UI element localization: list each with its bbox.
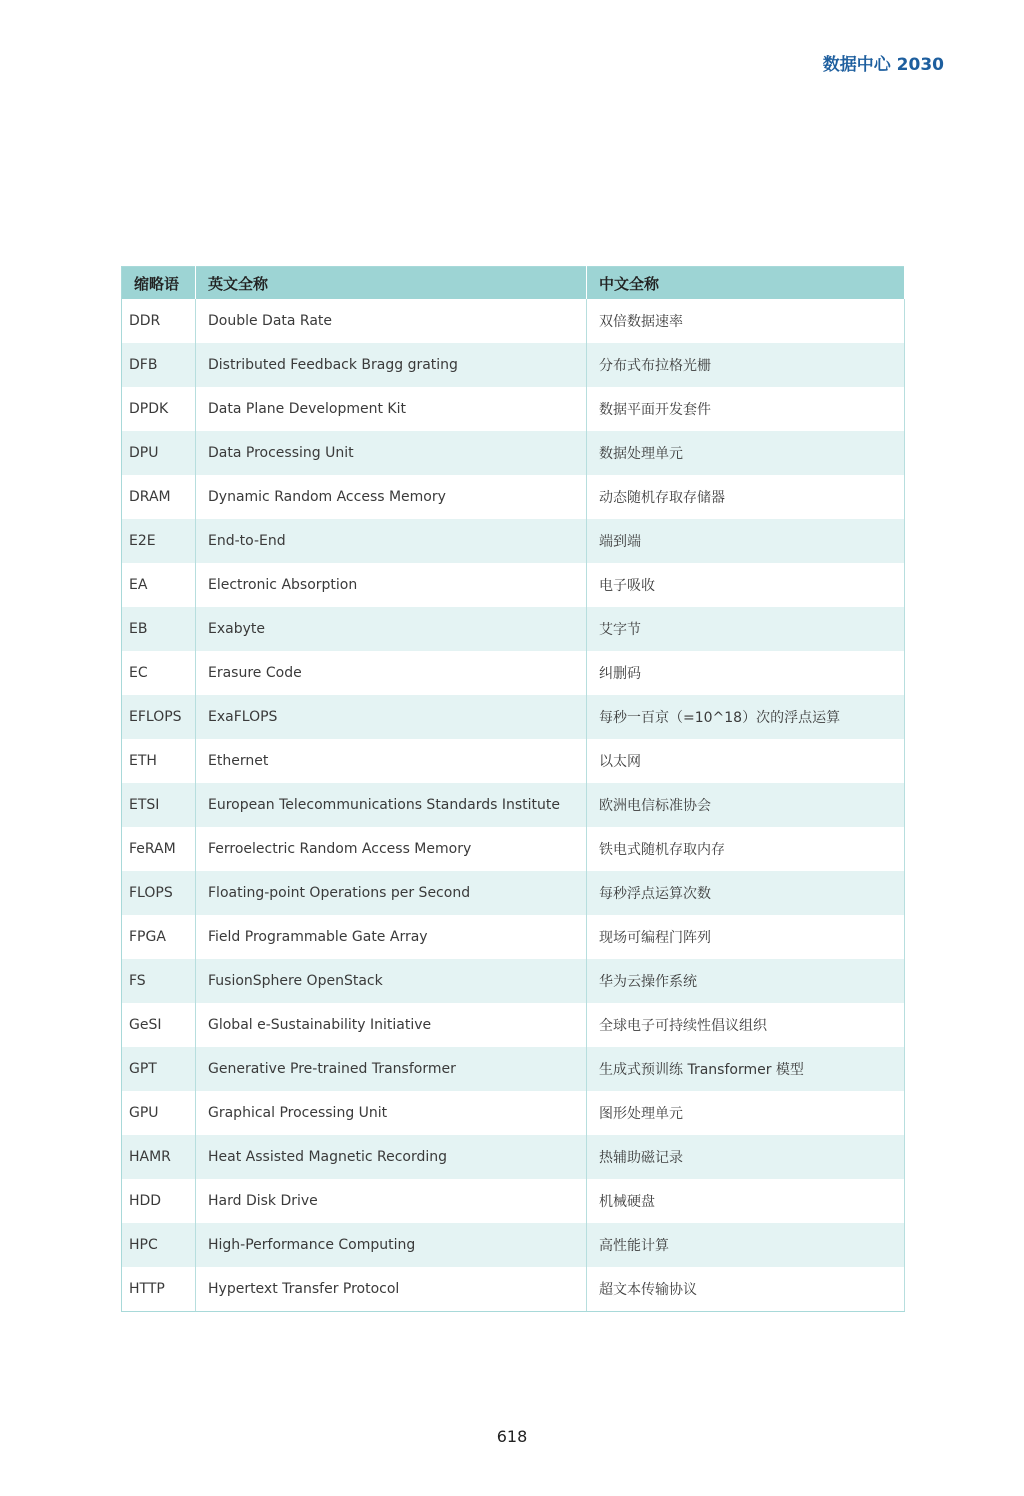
english-name-cell: Graphical Processing Unit bbox=[196, 1091, 587, 1135]
chinese-name-cell: 热辅助磁记录 bbox=[587, 1135, 905, 1179]
abbreviation-cell: HPC bbox=[122, 1223, 196, 1267]
column-header-abbreviation: 缩略语 bbox=[122, 267, 196, 300]
english-name-cell: Hard Disk Drive bbox=[196, 1179, 587, 1223]
chinese-name-cell: 机械硬盘 bbox=[587, 1179, 905, 1223]
abbreviation-cell: HTTP bbox=[122, 1267, 196, 1312]
chinese-name-cell: 全球电子可持续性倡议组织 bbox=[587, 1003, 905, 1047]
table-row bbox=[122, 739, 905, 783]
column-header-english-name: 英文全称 bbox=[196, 267, 587, 300]
chinese-name-cell: 数据处理单元 bbox=[587, 431, 905, 475]
table-row bbox=[122, 1003, 905, 1047]
english-name-cell: FusionSphere OpenStack bbox=[196, 959, 587, 1003]
table-row bbox=[122, 1179, 905, 1223]
english-name-cell: Hypertext Transfer Protocol bbox=[196, 1267, 587, 1312]
page-number: 618 bbox=[496, 1427, 528, 1446]
abbreviation-cell: EB bbox=[122, 607, 196, 651]
table-row bbox=[122, 651, 905, 695]
table-body bbox=[122, 299, 905, 1312]
chinese-name-cell: 双倍数据速率 bbox=[587, 299, 905, 343]
chinese-name-cell: 超文本传输协议 bbox=[587, 1267, 905, 1312]
abbreviation-cell: ETH bbox=[122, 739, 196, 783]
table-row bbox=[122, 1223, 905, 1267]
english-name-cell: High-Performance Computing bbox=[196, 1223, 587, 1267]
english-name-cell: Exabyte bbox=[196, 607, 587, 651]
english-name-cell: Erasure Code bbox=[196, 651, 587, 695]
english-name-cell: Global e-Sustainability Initiative bbox=[196, 1003, 587, 1047]
abbreviation-cell: HAMR bbox=[122, 1135, 196, 1179]
table-row bbox=[122, 1047, 905, 1091]
abbreviation-cell: DDR bbox=[122, 299, 196, 343]
table-row bbox=[122, 563, 905, 607]
english-name-cell: Data Processing Unit bbox=[196, 431, 587, 475]
abbreviation-cell: FeRAM bbox=[122, 827, 196, 871]
abbreviation-cell: GPT bbox=[122, 1047, 196, 1091]
abbreviation-cell: GPU bbox=[122, 1091, 196, 1135]
abbreviation-cell: DFB bbox=[122, 343, 196, 387]
english-name-cell: Generative Pre-trained Transformer bbox=[196, 1047, 587, 1091]
english-name-cell: Electronic Absorption bbox=[196, 563, 587, 607]
table-row bbox=[122, 871, 905, 915]
english-name-cell: Ethernet bbox=[196, 739, 587, 783]
chinese-name-cell: 艾字节 bbox=[587, 607, 905, 651]
english-name-cell: Double Data Rate bbox=[196, 299, 587, 343]
abbreviation-cell: FS bbox=[122, 959, 196, 1003]
table-row bbox=[122, 1135, 905, 1179]
abbreviation-cell: EA bbox=[122, 563, 196, 607]
chinese-name-cell: 纠删码 bbox=[587, 651, 905, 695]
chinese-name-cell: 端到端 bbox=[587, 519, 905, 563]
abbreviation-cell: EFLOPS bbox=[122, 695, 196, 739]
chinese-name-cell: 铁电式随机存取内存 bbox=[587, 827, 905, 871]
table-row bbox=[122, 1267, 905, 1312]
english-name-cell: ExaFLOPS bbox=[196, 695, 587, 739]
abbreviation-cell: E2E bbox=[122, 519, 196, 563]
table-row bbox=[122, 783, 905, 827]
english-name-cell: Data Plane Development Kit bbox=[196, 387, 587, 431]
table-row bbox=[122, 475, 905, 519]
chinese-name-cell: 欧洲电信标准协会 bbox=[587, 783, 905, 827]
column-header-chinese-name: 中文全称 bbox=[587, 267, 905, 300]
table-row bbox=[122, 607, 905, 651]
english-name-cell: European Telecommunications Standards Institute bbox=[196, 783, 587, 827]
chinese-name-cell: 以太网 bbox=[587, 739, 905, 783]
abbreviation-cell: DPDK bbox=[122, 387, 196, 431]
table-row bbox=[122, 915, 905, 959]
abbreviation-cell: GeSI bbox=[122, 1003, 196, 1047]
abbreviation-cell: FLOPS bbox=[122, 871, 196, 915]
table-header-row bbox=[122, 267, 905, 300]
abbreviation-cell: DRAM bbox=[122, 475, 196, 519]
table-row bbox=[122, 431, 905, 475]
english-name-cell: Heat Assisted Magnetic Recording bbox=[196, 1135, 587, 1179]
english-name-cell: Ferroelectric Random Access Memory bbox=[196, 827, 587, 871]
chinese-name-cell: 动态随机存取存储器 bbox=[587, 475, 905, 519]
table-row bbox=[122, 299, 905, 343]
chinese-name-cell: 电子吸收 bbox=[587, 563, 905, 607]
abbreviation-cell: DPU bbox=[122, 431, 196, 475]
document-header-title: 数据中心 2030 bbox=[822, 55, 944, 75]
chinese-name-cell: 高性能计算 bbox=[587, 1223, 905, 1267]
table-row bbox=[122, 1091, 905, 1135]
chinese-name-cell: 每秒一百京（=10^18）次的浮点运算 bbox=[587, 695, 905, 739]
abbreviation-cell: HDD bbox=[122, 1179, 196, 1223]
english-name-cell: Field Programmable Gate Array bbox=[196, 915, 587, 959]
chinese-name-cell: 每秒浮点运算次数 bbox=[587, 871, 905, 915]
table-row bbox=[122, 959, 905, 1003]
abbreviation-cell: EC bbox=[122, 651, 196, 695]
abbreviation-cell: ETSI bbox=[122, 783, 196, 827]
table-row bbox=[122, 827, 905, 871]
chinese-name-cell: 现场可编程门阵列 bbox=[587, 915, 905, 959]
chinese-name-cell: 华为云操作系统 bbox=[587, 959, 905, 1003]
abbreviation-cell: FPGA bbox=[122, 915, 196, 959]
table-row bbox=[122, 343, 905, 387]
english-name-cell: End-to-End bbox=[196, 519, 587, 563]
chinese-name-cell: 生成式预训练 Transformer 模型 bbox=[587, 1047, 905, 1091]
english-name-cell: Floating-point Operations per Second bbox=[196, 871, 587, 915]
chinese-name-cell: 分布式布拉格光栅 bbox=[587, 343, 905, 387]
table-row bbox=[122, 519, 905, 563]
chinese-name-cell: 数据平面开发套件 bbox=[587, 387, 905, 431]
abbreviation-table bbox=[121, 266, 905, 1312]
table-row bbox=[122, 387, 905, 431]
english-name-cell: Distributed Feedback Bragg grating bbox=[196, 343, 587, 387]
table-row bbox=[122, 695, 905, 739]
english-name-cell: Dynamic Random Access Memory bbox=[196, 475, 587, 519]
chinese-name-cell: 图形处理单元 bbox=[587, 1091, 905, 1135]
